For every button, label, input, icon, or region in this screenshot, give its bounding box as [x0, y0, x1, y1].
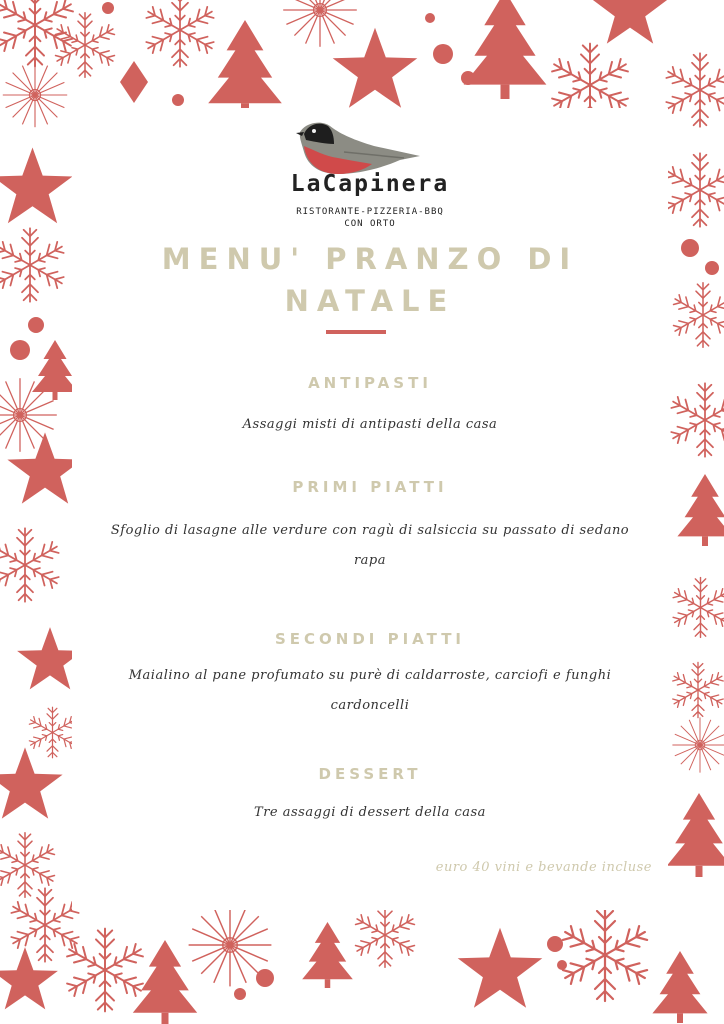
star-icon [458, 928, 543, 1008]
bird-icon [296, 123, 420, 174]
snowflake-icon [672, 283, 724, 347]
section-heading-secondi: SECONDI PIATTI [274, 630, 466, 648]
brand-name: LaCapinera [290, 171, 450, 197]
snowflake-icon [664, 53, 724, 127]
star-icon [0, 947, 58, 1009]
snowflake-icon [672, 717, 724, 772]
section-heading-antipasti: ANTIPASTI [308, 374, 432, 392]
snowflake-icon [283, 0, 357, 47]
menu-panel [72, 108, 668, 910]
section-description-secondi: Maialino al pane profumato su purè di caldarroste, carciofi e funghi cardoncelli [128, 668, 612, 713]
snowflake-icon [0, 528, 61, 602]
snowflake-icon [664, 153, 724, 227]
christmas-tree-icon [208, 20, 282, 116]
christmas-tree-icon [133, 940, 197, 1024]
christmas-tree-icon [302, 922, 353, 988]
price-note: euro 40 vini e bevande incluse [435, 860, 652, 875]
snowflake-icon [0, 833, 56, 897]
christmas-tree-icon [464, 0, 547, 99]
snowflake-icon [54, 13, 117, 77]
snowflake-icon [144, 0, 216, 67]
snowflake-icon [560, 909, 650, 1001]
snowflake-icon [671, 578, 724, 638]
snowflake-icon [354, 903, 417, 967]
section-heading-dessert: DESSERT [318, 765, 422, 783]
christmas-tree-icon [652, 951, 707, 1023]
snowflake-icon [28, 707, 77, 758]
snowflake-icon [65, 929, 146, 1012]
christmas-tree-icon [677, 474, 724, 546]
title-divider [326, 330, 386, 334]
section-description-dessert: Tre assaggi di dessert della casa [254, 805, 486, 820]
brand-subtitle [72, 206, 668, 230]
star-icon [0, 148, 72, 224]
section-description-antipasti: Assaggi misti di antipasti della casa [242, 417, 498, 432]
right-border [664, 153, 724, 877]
diamond-icon [120, 61, 148, 103]
left-border [0, 148, 83, 898]
snowflake-icon [671, 662, 724, 717]
page-title: MENU' PRANZO DI NATALE [161, 242, 579, 318]
snowflake-icon [669, 383, 724, 457]
section-heading-primi: PRIMI PIATTI [292, 478, 448, 496]
snowflake-icon [3, 63, 67, 127]
section-description-primi: Sfoglio di lasagne alle verdure con ragù di salsiccia su passato di sedano rapa [110, 523, 630, 568]
snowflake-icon [0, 228, 66, 302]
star-icon [333, 28, 418, 108]
brand-subtitle-line2: CON ORTO [344, 219, 396, 229]
brand-subtitle-line1: RISTORANTE-PIZZERIA-BBQ [296, 207, 444, 217]
star-icon [592, 0, 667, 44]
star-icon [0, 747, 63, 818]
christmas-tree-icon [667, 793, 724, 877]
